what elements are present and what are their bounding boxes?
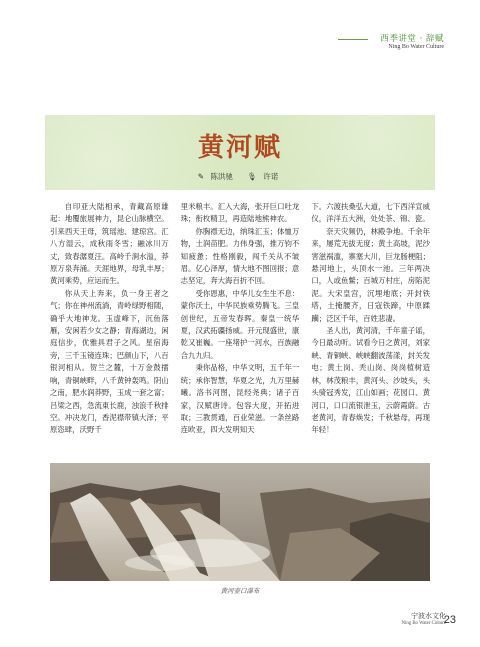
paragraph: 下。六渡扶桑弘大道，七下西洋宣威仪，洋洋五大洲，处处茶、锦、瓷。 [311, 202, 430, 224]
section-subtitle: Ning Bo Water Culture [388, 44, 444, 50]
paragraph: 秉你品格，中华文明，五千年一统；承你智慧，华夏之光，九万里赫曦。洛书河图，昆经尧典；诸子百家，汉赋唐诗。包容大度，开拓进取；三教贯通，百业荣滋。一条丝路连欧亚，四大发明知天 [180, 363, 300, 435]
footer-masthead [402, 611, 446, 626]
article-title: 黄河赋 [197, 133, 282, 163]
waterfall-photo [50, 463, 430, 581]
column-3 [311, 201, 430, 463]
byline [45, 171, 435, 182]
paragraph: 自印亚大陆相承，青藏高原雄起：地覆旅展神力，昆仑山脉横空。引来西天王母，筑瑶池、建琼宫。汇八方湿云，成秋雨冬雪；融冰川万丈，致春潺夏汪。高岭千涧水溢，莽原万泉奔涌。天涯地界，母乳丰厚；黄河乘势，应运而生。 [50, 202, 169, 286]
page-number: 23 [443, 614, 456, 626]
header-rule [338, 39, 368, 40]
section-label: 西季讲堂 · 辞赋 [380, 34, 444, 44]
paragraph: 圣人出，黄河清，千年童子谣，今日最动听。试看今日之黄河，刘家峡、青铜峡、峡峡翻波荡漾，封关发电；黄土岗、秃山岗、岗岗植树造林，林茂粮丰，黄河头、沙坡头，头头骑冠秀发，江山如画；花园口、黄河口，口口流银泄玉，云蔚霞蔚。古老黄河，青春焕发；千秋悬母，再现年轻！ [311, 326, 430, 435]
article-body [50, 201, 430, 463]
reader: 🎙 许诺 [247, 172, 279, 181]
photo-caption: 黄河壶口瀑布 [220, 587, 260, 595]
paragraph: 奈天灾频仍，林殿争地。千余年来，屡荒无拔无度；黄土高坡，泥沙害滋祸滥，寨塞大川，巨龙肠梗阻；悬河地上，头顶水一池。三年两决口，人或鱼鳖；百城万村庄，房陷泥泥。大宋皇宫，沉埋地底；开封铁塔，土掩腰齐，日寇铁蹄，中原蹂躏；泛区千年，百姓悲凄。 [311, 226, 430, 323]
magazine-name: 宁波水文化 [411, 612, 446, 620]
magazine-name-en: Ning Bo Water Culture [401, 621, 446, 626]
reader-name: 许诺 [263, 172, 279, 181]
author: ✎ 陈洪驰 [197, 172, 233, 181]
paragraph: 你从天上奔来，负一身王者之气；你在神州流淌，青岭绿野相随，确乎大地神龙。玉虚峰下，沉鱼落雁，安闲若少女之静；青海湖边，闲庭信步，优雅具君子之风。星宿海旁，三千玉镜连珠；巴颜山下，八百银河相从。贺兰之麓，十万金鼓擂响，青铜峡畔，八千黄钟轰鸣。阴山之南，肥水润莽野，玉成一套之富；吕梁之西，急流東长鹿，浊浪千秋排空。冲决龙门，香泥襟带镇大泽；平原恣肆，沃野千 [50, 288, 169, 435]
column-2 [181, 201, 300, 463]
paragraph: 你胸襟无边，纳珠汇玉；体恤万物，土润苗肥。力伟身强，推万钧不知疲惫；性格刚毅，闯千关从不皱眉。亿心泽厚，情大地不图回报；意志坚定，奔大海百折不回。 [180, 226, 300, 286]
paragraph: 受你恩惠，中华儿女生生不息：蒙你沃土，中华民族乘势腾飞。三皇创世纪，五帝发春晖。秦皇一统华夏，汉武拓疆扬威。开元现盛世，康乾又崔巍。一座堵护一河水，百族融合九九归。 [180, 288, 300, 360]
title-banner [45, 115, 435, 190]
waterfall-image [50, 463, 430, 581]
paragraph: 里米粮丰。汇入大海，张开巨口吐龙珠；衔枚精卫，再造陆地熊神农。 [180, 202, 300, 224]
author-name: 陈洪驰 [210, 172, 233, 181]
column-1 [50, 201, 169, 463]
